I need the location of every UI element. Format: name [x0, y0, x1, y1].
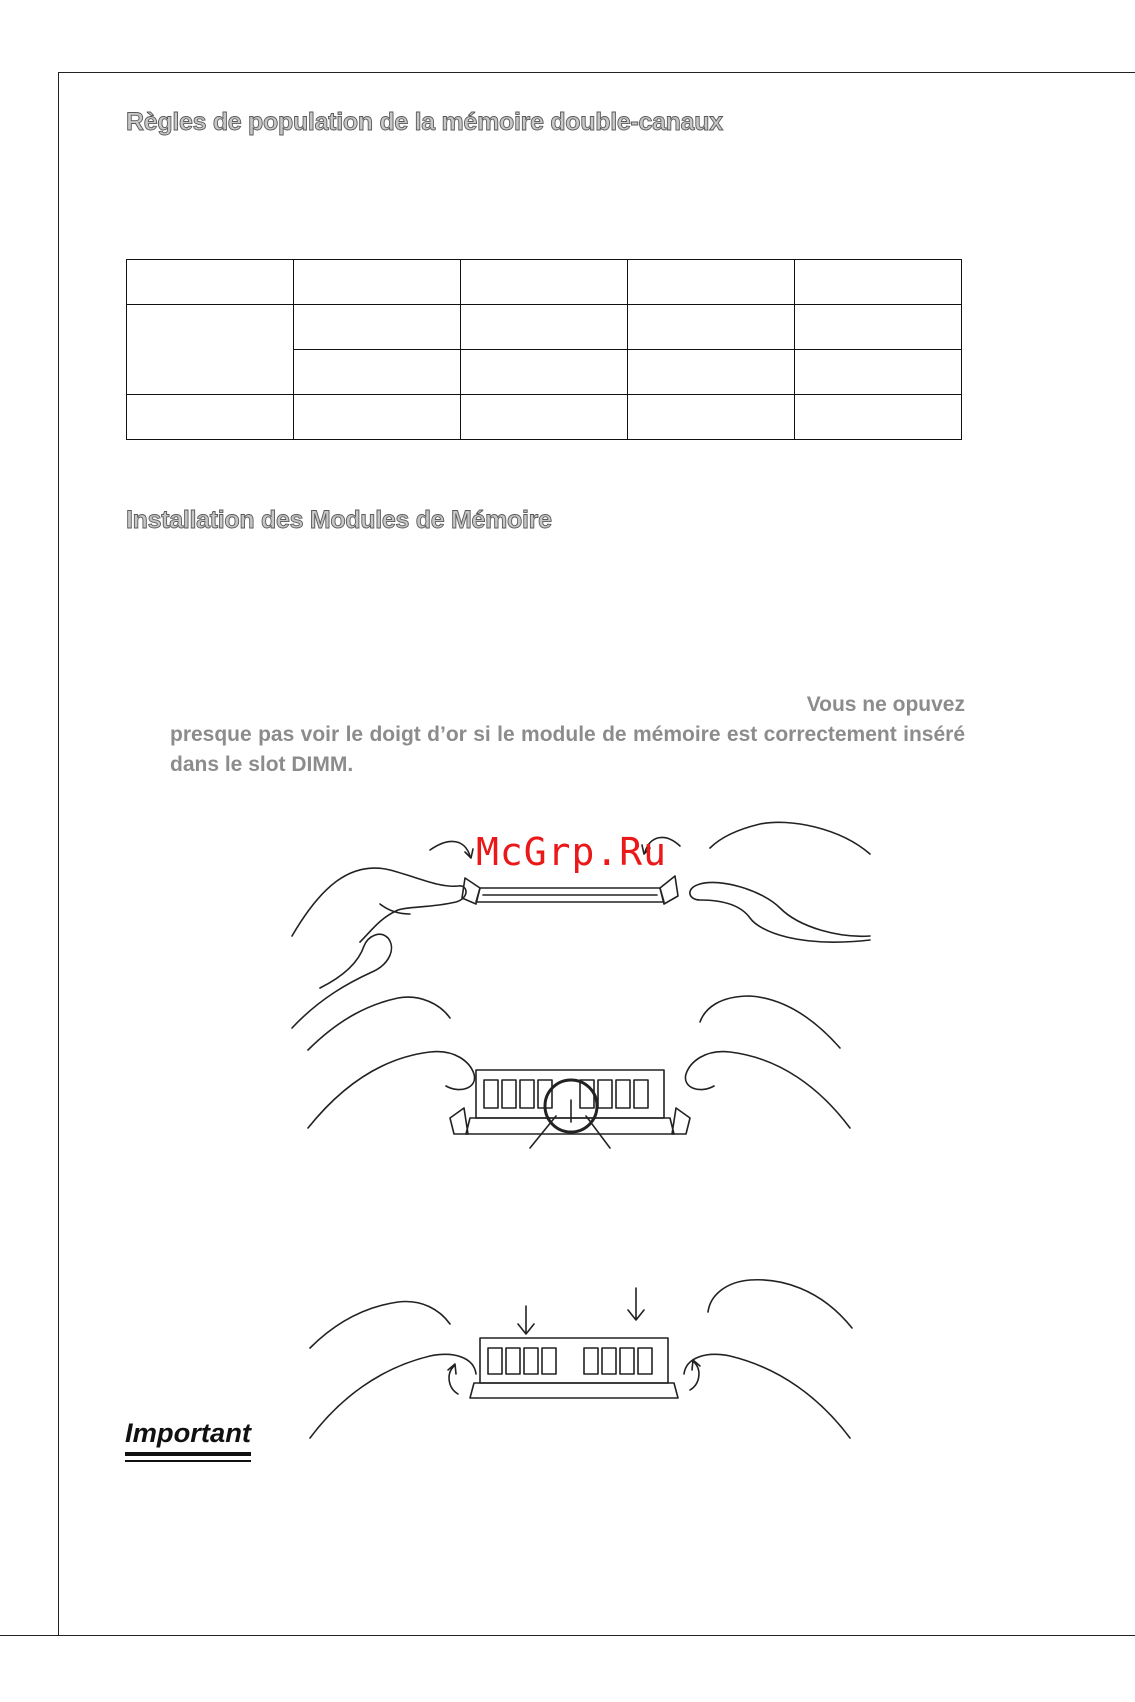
memory-population-table [126, 259, 962, 440]
step-align-module [308, 996, 850, 1148]
table-cell [628, 305, 795, 350]
note-line: inséré dans le slot DIMM. [170, 723, 965, 776]
important-badge [123, 1412, 255, 1468]
page-left-rule [58, 72, 59, 1635]
table-cell [294, 260, 461, 305]
table-cell [294, 305, 461, 350]
table-cell [461, 260, 628, 305]
site-watermark: McGrp.Ru [476, 830, 668, 874]
table-cell [127, 305, 294, 395]
table-cell [294, 395, 461, 440]
table-row [127, 305, 962, 350]
step-insert-module [310, 1280, 852, 1438]
table-cell [461, 350, 628, 395]
memory-installation-illustration [280, 818, 880, 1448]
table-cell [795, 395, 962, 440]
table-cell [795, 305, 962, 350]
table-cell [294, 350, 461, 395]
page-top-rule [58, 72, 1135, 73]
table-cell [127, 260, 294, 305]
table-cell [628, 260, 795, 305]
table-row [127, 395, 962, 440]
note-lead: Vous ne opuvez [806, 693, 965, 716]
table-cell [461, 395, 628, 440]
note-line: presque pas voir le doigt d’or si le module de mémoire est correctement [170, 723, 897, 746]
page-bottom-rule [0, 1635, 1135, 1636]
table-cell [628, 395, 795, 440]
table-cell [628, 350, 795, 395]
section-heading-installation: Installation des Modules de Mémoire [126, 506, 552, 534]
table-cell [127, 395, 294, 440]
important-label: Important [125, 1418, 253, 1448]
installation-note [170, 690, 965, 780]
table-row [127, 260, 962, 305]
table-cell [461, 305, 628, 350]
table-cell [795, 260, 962, 305]
table-cell [795, 350, 962, 395]
section-heading-dual-channel: Règles de population de la mémoire double-canaux [126, 108, 723, 136]
